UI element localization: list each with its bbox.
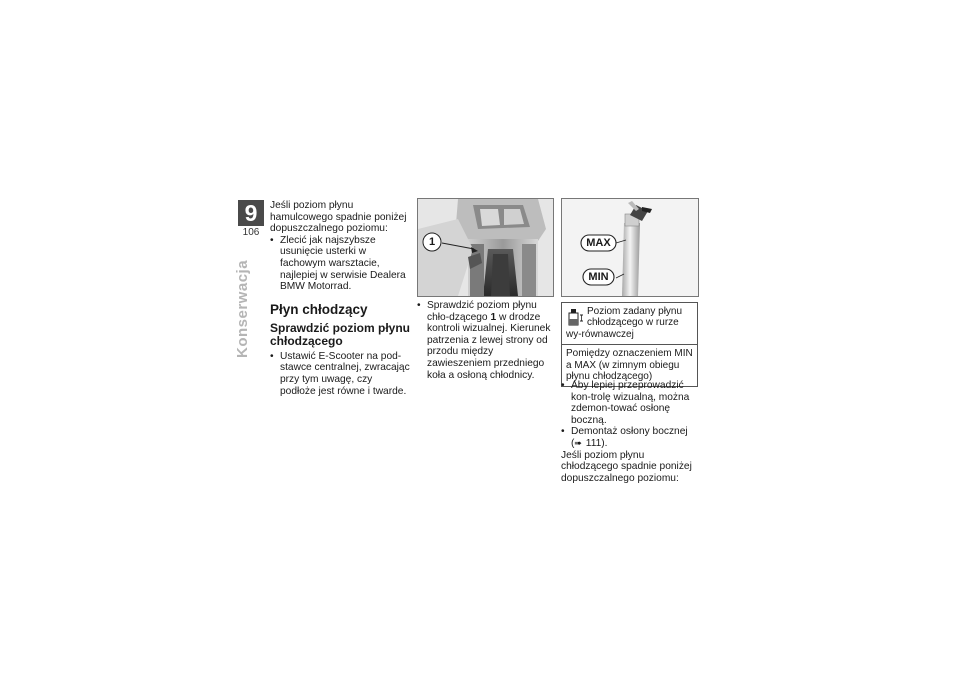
scooter-front-illustration	[418, 199, 553, 296]
callout-ref-1: 1	[490, 311, 497, 323]
brake-fluid-bullet: • Zlecić jak najszybsze usunięcie usterki w fachowym warsztacie, najlepiej w serwisie Dealera BMW Motorrad.	[270, 235, 410, 293]
check-coolant-text-1: Sprawdzić poziom płynu chło-dzącego	[427, 300, 537, 323]
brake-fluid-intro: Jeśli poziom płynu hamulcowego spadnie poniżej dopuszczalnego poziomu:	[270, 200, 407, 235]
page-ref-link[interactable]: 111	[585, 437, 602, 449]
spec-title-cell	[562, 303, 697, 344]
coolant-spec-box	[561, 302, 698, 387]
page-ref-arrow-icon: ➠	[574, 437, 582, 448]
spec-title: Poziom zadany płynu chłodzącego w rurze wy-równawczej	[566, 306, 683, 340]
chapter-title: Konserwacja	[234, 259, 251, 358]
subsection-heading: Sprawdzić poziom płynu chłodzącego	[270, 320, 411, 349]
column-2	[417, 300, 553, 381]
side-cover-tip-bullet: • Aby lepiej przeprowadzić kon-trolę wizualną, można zdemon-tować osłonę boczną.	[561, 380, 699, 426]
check-coolant-bullet	[417, 300, 553, 381]
remove-side-cover-bullet: • Demontaż osłony bocznej (➠ 111).	[561, 426, 699, 449]
chapter-number: 9	[238, 200, 264, 226]
coolant-low-outro: Jeśli poziom płynu chłodzącego spadnie poniżej dopuszczalnego poziomu:	[561, 449, 692, 484]
coolant-location-photo	[417, 198, 554, 297]
callout-1-label: 1	[428, 236, 436, 248]
reservoir-level-icon	[566, 306, 584, 328]
spec-value-cell: Pomiędzy oznaczeniem MIN a MAX (w zimnym obiegu płynu chłodzącego)	[562, 344, 697, 386]
coolant-reservoir-photo	[561, 198, 699, 297]
section-heading: Płyn chłodzący	[270, 301, 368, 317]
min-label: MIN	[588, 271, 609, 283]
max-label: MAX	[586, 237, 611, 249]
page-number: 106	[242, 227, 260, 238]
column-3	[561, 380, 699, 484]
stand-bullet: • Ustawić E-Scooter na pod-stawce centralnej, zwracając przy tym uwagę, czy podłoże jest równe i twarde.	[270, 351, 410, 397]
check-coolant-text-2: w drodze kontroli wizualnej. Kierunek patrzenia z lewej strony od przodu między zawieszeniem przedniego koła a osłoną chłodnicy.	[427, 311, 551, 381]
remove-side-cover-text: Demontaż osłony bocznej	[571, 426, 688, 438]
column-1	[270, 200, 410, 397]
page-ref-close: ).	[601, 437, 608, 449]
